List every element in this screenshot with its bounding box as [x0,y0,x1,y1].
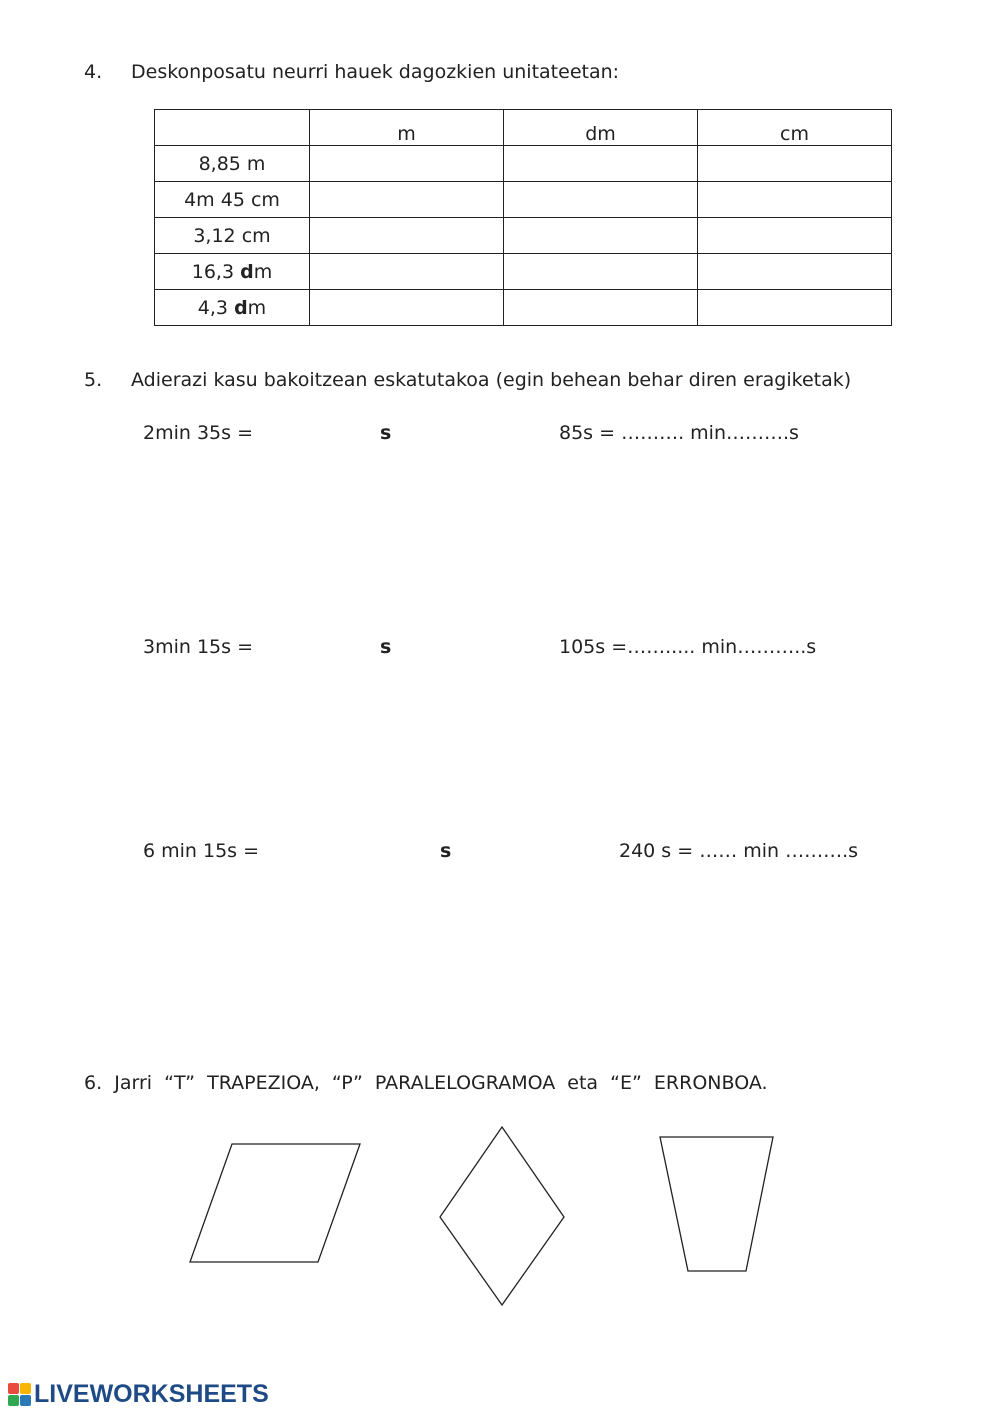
q4-number: 4. [84,61,103,83]
header-cell: m [310,110,504,146]
q4-instruction: Deskonposatu neurri hauek dagozkien unitateetan: [131,61,620,83]
rhombus-shape [440,1127,564,1305]
logo-icon [8,1383,31,1406]
q6-number: 6. [84,1072,103,1094]
seconds-unit: s [380,422,392,444]
conversion-right: 105s =……..... min………..s [559,636,817,658]
measure-label: 4,3 dm [155,290,310,326]
seconds-unit: s [440,840,452,862]
header-cell: dm [504,110,698,146]
conversion-left: 3min 15s = [143,636,253,658]
conversion-right: 85s = ………. min……….s [559,422,799,444]
seconds-unit: s [380,636,392,658]
measure-label: 3,12 cm [155,218,310,254]
measure-label: 4m 45 cm [155,182,310,218]
header-cell: cm [698,110,892,146]
q5-instruction: Adierazi kasu bakoitzean eskatutakoa (egin behean behar diren eragiketak) [131,369,852,391]
liveworksheets-logo [8,1381,269,1407]
conversion-left: 2min 35s = [143,422,253,444]
parallelogram-shape [190,1144,360,1262]
logo-text: LIVEWORKSHEETS [34,1379,269,1408]
q6-instruction: Jarri “T” TRAPEZIOA, “P” PARALELOGRAMOA eta “E” ERRONBOA. [114,1072,768,1094]
q5-number: 5. [84,369,103,391]
conversion-right: 240 s = …… min ……….s [619,840,859,862]
trapezoid-shape [660,1137,773,1271]
measure-label: 8,85 m [155,146,310,182]
conversion-left: 6 min 15s = [143,840,260,862]
measure-label: 16,3 dm [155,254,310,290]
